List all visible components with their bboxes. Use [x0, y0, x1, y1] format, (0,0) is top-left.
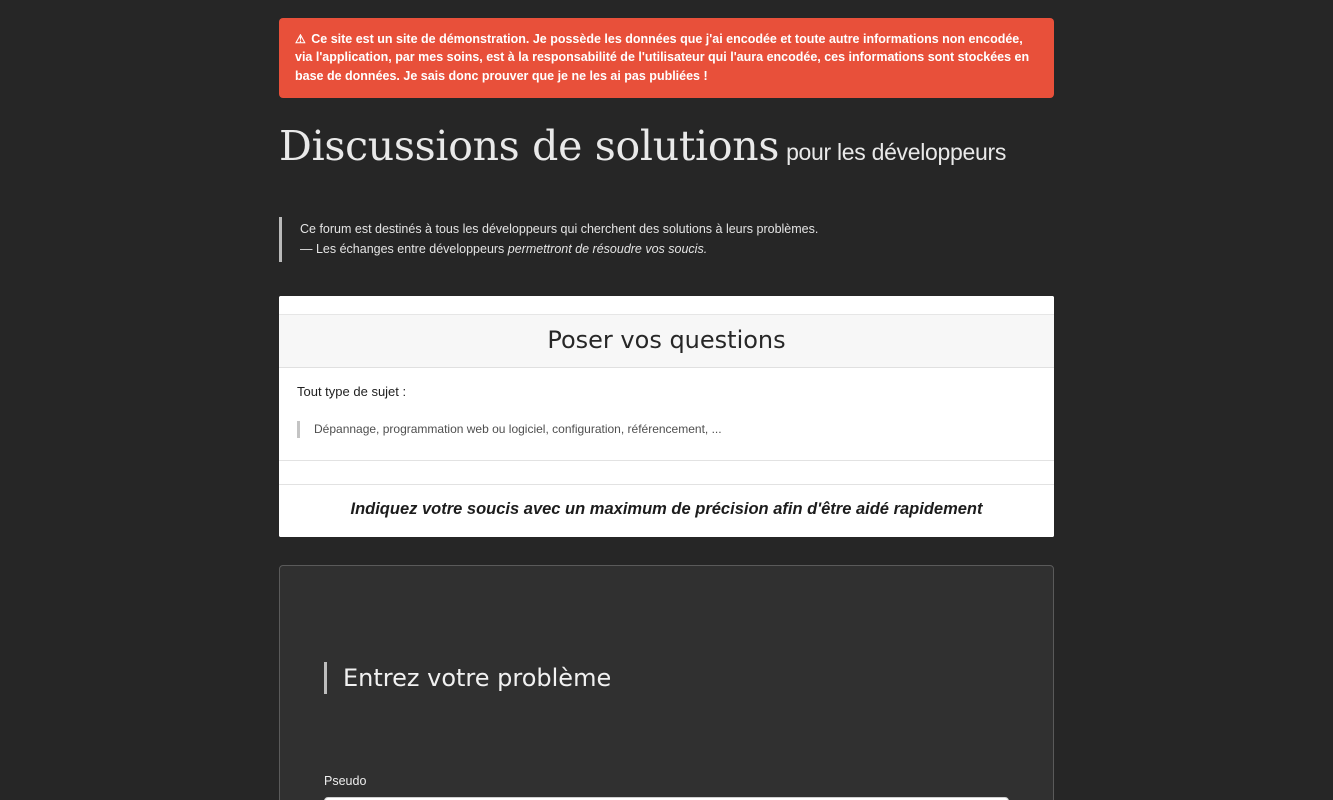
- page-root: [0, 18, 1333, 800]
- intro-line-2-prefix: — Les échanges entre développeurs: [300, 242, 508, 257]
- precision-advice-text: Indiquez votre soucis avec un maximum de précision afin d'être aidé rapidement: [350, 499, 983, 518]
- intro-line-2-emphasis: permettront de résoudre vos soucis.: [507, 242, 708, 257]
- panel-top-spacer: [279, 296, 1054, 314]
- page-title-main: Discussions de solutions: [279, 121, 780, 170]
- intro-line-1: Ce forum est destinés à tous les développeurs qui cherchent des solutions à leurs problèmes.: [300, 221, 819, 236]
- questions-panel-title: Poser vos questions: [547, 325, 786, 354]
- intro-blockquote: [279, 217, 1054, 262]
- pseudo-label: Pseudo: [324, 773, 367, 788]
- warning-triangle-icon: ⚠: [295, 32, 306, 46]
- questions-panel-body: [279, 368, 1054, 461]
- form-title: Entrez votre problème: [343, 663, 612, 692]
- form-title-wrapper: [324, 662, 1009, 694]
- subject-type-label: Tout type de sujet :: [297, 383, 407, 399]
- demo-site-alert: [279, 18, 1054, 98]
- questions-panel: [279, 296, 1054, 537]
- panel-divider-row: [279, 461, 1054, 485]
- alert-text: Ce site est un site de démonstration. Je possède les données que j'ai encodée et toute autre informations non encodée, via l'application, par mes soins, est à la responsabilité de l'utilisateur qui l'aura encodée, ces informations sont stockées en base de données. Je sais donc prouver que je ne les ai pas publiées !: [295, 32, 1030, 83]
- questions-panel-footer: [279, 485, 1054, 537]
- content-container: [279, 18, 1054, 800]
- page-title-subtitle: pour les développeurs: [786, 138, 1007, 165]
- subject-examples-quote: Dépannage, programmation web ou logiciel, configuration, référencement, ...: [297, 421, 1036, 438]
- questions-panel-heading: [279, 314, 1054, 368]
- problem-form-card: [279, 565, 1054, 800]
- pseudo-field-group: [324, 774, 1009, 800]
- page-title: [279, 121, 1054, 170]
- intro-line-2: [300, 239, 1054, 260]
